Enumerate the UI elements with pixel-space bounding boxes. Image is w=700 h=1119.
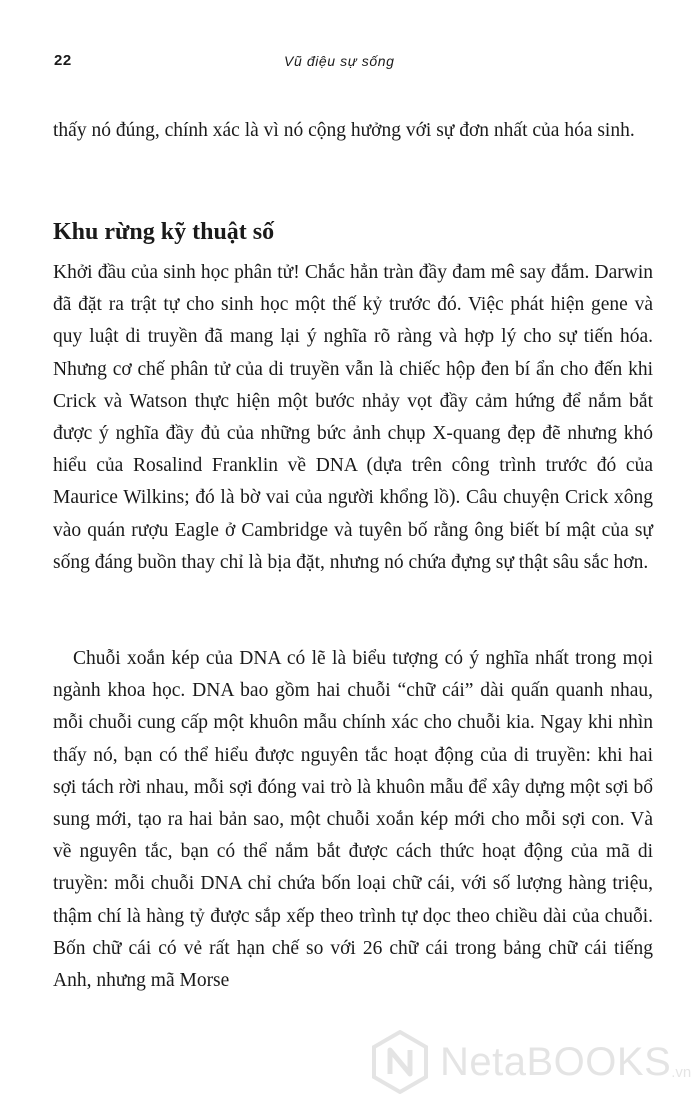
netabooks-logo-icon xyxy=(368,1030,432,1094)
watermark-suffix: .vn xyxy=(671,1063,692,1081)
watermark-brand: NetaBOOKS xyxy=(440,1039,672,1084)
paragraph-dna: Chuỗi xoắn kép của DNA có lẽ là biểu tượng có ý nghĩa nhất trong mọi ngành khoa học. DNA bao gồm hai chuỗi “chữ cái” dài quấn quanh nhau, mỗi chuỗi cung cấp một khuôn mẫu chính xác cho chuỗi kia. Ngay khi nhìn thấy nó, bạn có thể hiểu được nguyên tắc hoạt động của di truyền: khi hai sợi tách rời nhau, mỗi sợi đóng vai trò là khuôn mẫu để xây dựng một sợi bổ sung mới, tạo ra hai bản sao, một chuỗi xoắn kép mới cho mỗi sợi con. Và về nguyên tắc, bạn có thể nắm bắt được cách thức hoạt động của mã di truyền: mỗi chuỗi DNA chỉ chứa bốn loại chữ cái, với số lượng hàng triệu, thậm chí là hàng tỷ được sắp xếp theo trình tự dọc theo chiều dài của chuỗi. Bốn chữ cái có vẻ rất hạn chế so với 26 chữ cái trong bảng chữ cái tiếng Anh, nhưng mã Morse xyxy=(53,648,653,992)
running-title: Vũ điệu sự sống xyxy=(284,53,395,69)
paragraph-continued: thấy nó đúng, chính xác là vì nó cộng hưởng với sự đơn nhất của hóa sinh. xyxy=(53,120,635,141)
page-header xyxy=(54,52,654,74)
page-number: 22 xyxy=(54,52,72,69)
section-heading: Khu rừng kỹ thuật số xyxy=(53,219,275,245)
watermark xyxy=(368,1022,698,1102)
paragraph-intro: Khởi đầu của sinh học phân tử! Chắc hẳn tràn đầy đam mê say đắm. Darwin đã đặt ra trật tự cho sinh học một thế kỷ trước đó. Việc phát hiện gene và quy luật di truyền đã mang lại ý nghĩa rõ ràng và hợp lý cho sự tiến hóa. Nhưng cơ chế phân tử của di truyền vẫn là chiếc hộp đen bí ẩn cho đến khi Crick và Watson thực hiện một bước nhảy vọt đầy cảm hứng để nắm bắt được ý nghĩa đầy đủ của những bức ảnh chụp X-quang đẹp đẽ nhưng khó hiểu của Rosalind Franklin về DNA (dựa trên công trình trước đó của Maurice Wilkins; đó là bờ vai của người khổng lồ). Câu chuyện Crick xông vào quán rượu Eagle ở Cambridge và tuyên bố rằng ông biết bí mật của sự sống đáng buồn thay chỉ là bịa đặt, nhưng nó chứa đựng sự thật sâu sắc hơn. xyxy=(53,262,653,573)
